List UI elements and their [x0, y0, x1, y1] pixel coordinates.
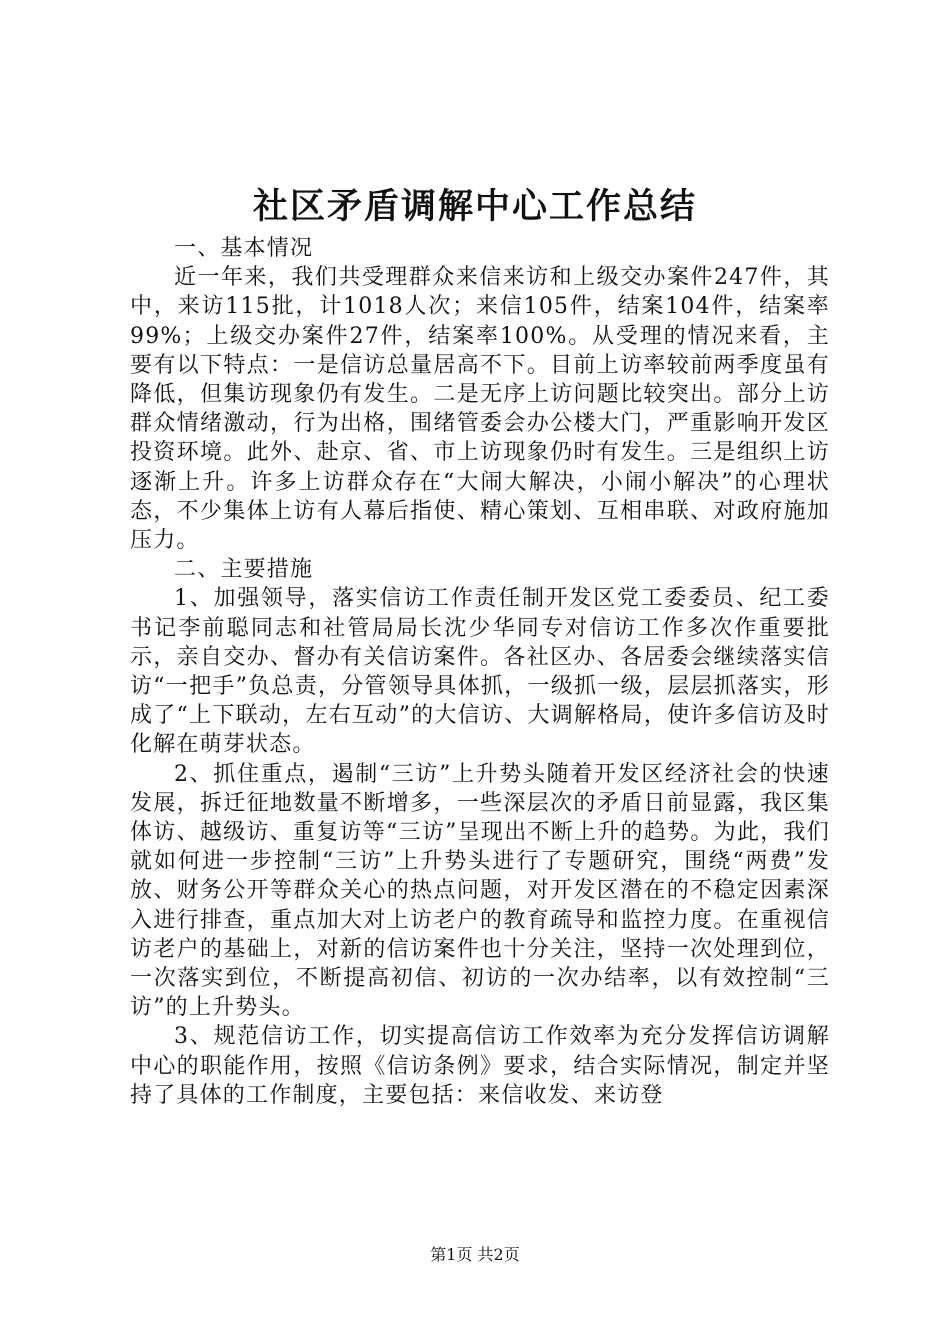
paragraph-measure-3: 3、规范信访工作，切实提高信访工作效率为充分发挥信访调解中心的职能作用，按照《信访条例》要求，结合实际情况，制定并坚持了具体的工作制度，主要包括：来信收发、来访登	[130, 1024, 830, 1108]
section-heading-measures: 二、主要措施	[174, 557, 314, 583]
document-title: 社区矛盾调解中心工作总结	[252, 186, 697, 227]
paragraph-measure-2: 2、抓住重点，遏制“三访”上升势头随着开发区经济社会的快速发展，拆迁征地数量不断增多，一些深层次的矛盾日前显露，我区集体访、越级访、重复访等“三访”呈现出不断上升的趋势。为此，我们就如何进一步控制“三访”上升势头进行了专题研究，围绕“两费”发放、财务公开等群众关心的热点问题，对开发区潜在的不稳定因素深入进行排查，重点加大对上访老户的教育疏导和监控力度。在重视信访老户的基础上，对新的信访案件也十分关注，坚持一次处理到位，一次落实到位，不断提高初信、初访的一次办结率，以有效控制“三访”的上升势头。	[130, 761, 830, 1021]
paragraph-basic-situation: 近一年来，我们共受理群众来信来访和上级交办案件247件，其中，来访115批，计1018人次；来信105件，结案104件，结案率99%；上级交办案件27件，结案率100%。从受理的情况来看，主要有以下特点：一是信访总量居高不下。目前上访率较前两季度虽有降低，但集访现象仍有发生。二是无序上访问题比较突出。部分上访群众情绪激动，行为出格，围绪管委会办公楼大门，严重影响开发区投资环境。此外、赴京、省、市上访现象仍时有发生。三是组织上访逐渐上升。许多上访群众存在“大闹大解决，小闹小解决”的心理状态，不少集体上访有人幕后指使、精心策划、互相串联、对政府施加压力。	[130, 265, 830, 554]
section-heading-basic: 一、基本情况	[174, 236, 314, 261]
paragraph-measure-1: 1、加强领导，落实信访工作责任制开发区党工委委员、纪工委书记李前聪同志和社管局局长沈少华同专对信访工作多次作重要批示，亲自交办、督办有关信访案件。各社区办、各居委会继续落实信访“一把手”负总责，分管领导具体抓，一级抓一级，层层抓落实，形成了“上下联动，左右互动”的大信访、大调解格局，使许多信访及时化解在萌芽状态。	[130, 586, 830, 758]
page-footer: 第1页 共2页	[430, 1245, 520, 1264]
document-body	[130, 234, 830, 1110]
